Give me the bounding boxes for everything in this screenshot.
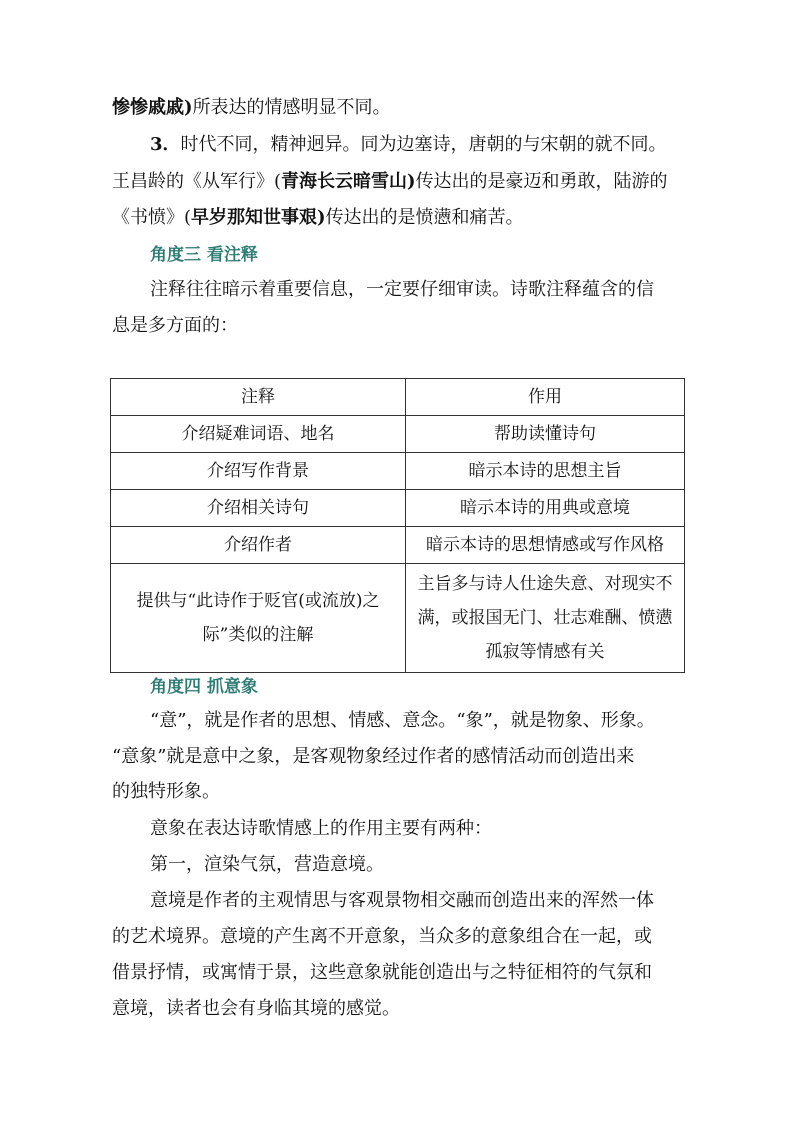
table-header-function: 作用: [406, 379, 685, 416]
poem-line: 早岁那知世事艰): [191, 207, 326, 228]
angle-4-p1-line-1: “意”，就是作者的思想、情感、意念。“象”，就是物象、形象。: [150, 710, 655, 731]
table-cell: 暗示本诗的思想情感或写作风格: [406, 527, 685, 564]
table-cell: [406, 564, 685, 673]
poem-line: 青海长云暗雪山): [281, 171, 416, 192]
text-fragment: 传达出的是豪迈和勇敢，陆游的: [415, 171, 668, 192]
text-fragment: 传达出的是愤懑和痛苦。: [325, 207, 524, 228]
table-row: [111, 416, 685, 453]
notes-table: [110, 378, 685, 673]
angle-4-p1-line-3: 的独特形象。: [112, 781, 220, 802]
angle-4-p4-line-3: 借景抒情，或寓情于景，这些意象就能创造出与之特征相符的气氛和: [112, 962, 652, 983]
text-fragment: 《书愤》(: [112, 207, 192, 228]
angle-4-p4-line-1: 意境是作者的主观情思与客观景物相交融而创造出来的浑然一体: [150, 890, 654, 911]
angle-4-p3: 第一，渲染气氛，营造意境。: [150, 854, 384, 875]
table-cell: 介绍疑难词语、地名: [111, 416, 406, 453]
table-header-row: [111, 379, 685, 416]
angle-3-heading: 角度三 看注释: [150, 245, 258, 265]
table-row: [111, 453, 685, 490]
paragraph-3-line-1: [150, 133, 667, 157]
text-fragment: 时代不同，精神迥异。同为边塞诗，唐朝的与宋朝的就不同。: [180, 134, 667, 155]
quote-fragment: 惨惨戚戚): [112, 97, 193, 118]
table-row: [111, 564, 685, 673]
cell-line: 际”类似的注解: [202, 625, 314, 645]
angle-3-intro-line-2: 息是多方面的：: [112, 315, 238, 336]
paragraph-3-line-2: [112, 170, 668, 194]
table-header-notes: 注释: [111, 379, 406, 416]
angle-4-p2: 意象在表达诗歌情感上的作用主要有两种：: [150, 818, 492, 839]
angle-4-p4-line-4: 意境，读者也会有身临其境的感觉。: [112, 998, 400, 1019]
cell-line: 主旨多与诗人仕途失意、对现实不: [417, 574, 673, 594]
angle-4-p4-line-2: 的艺术境界。意境的产生离不开意象，当众多的意象组合在一起，或: [112, 926, 652, 947]
list-number: 3．: [150, 134, 181, 155]
cell-line: 满，或报国无门、壮志难酬、愤懑: [417, 608, 673, 628]
angle-4-p1-line-2: “意象”就是意中之象，是客观物象经过作者的感情活动而创造出来: [112, 746, 635, 767]
paragraph-3-line-3: [112, 206, 524, 230]
table-cell: 暗示本诗的思想主旨: [406, 453, 685, 490]
angle-3-intro-line-1: 注释往往暗示着重要信息，一定要仔细审读。诗歌注释蕴含的信: [150, 279, 654, 300]
table-row: [111, 490, 685, 527]
table-row: [111, 527, 685, 564]
table-cell: 暗示本诗的用典或意境: [406, 490, 685, 527]
angle-4-heading: 角度四 抓意象: [150, 677, 258, 697]
table-cell: 介绍写作背景: [111, 453, 406, 490]
table-cell: 帮助读懂诗句: [406, 416, 685, 453]
cell-line: 孤寂等情感有关: [485, 642, 605, 662]
text-line: [112, 96, 391, 120]
table-cell: [111, 564, 406, 673]
table-cell: 介绍相关诗句: [111, 490, 406, 527]
cell-line: 提供与“此诗作于贬官(或流放)之: [136, 591, 380, 611]
text-fragment: 所表达的情感明显不同。: [192, 97, 391, 118]
table-cell: 介绍作者: [111, 527, 406, 564]
text-fragment: 王昌龄的《从军行》(: [112, 171, 282, 192]
